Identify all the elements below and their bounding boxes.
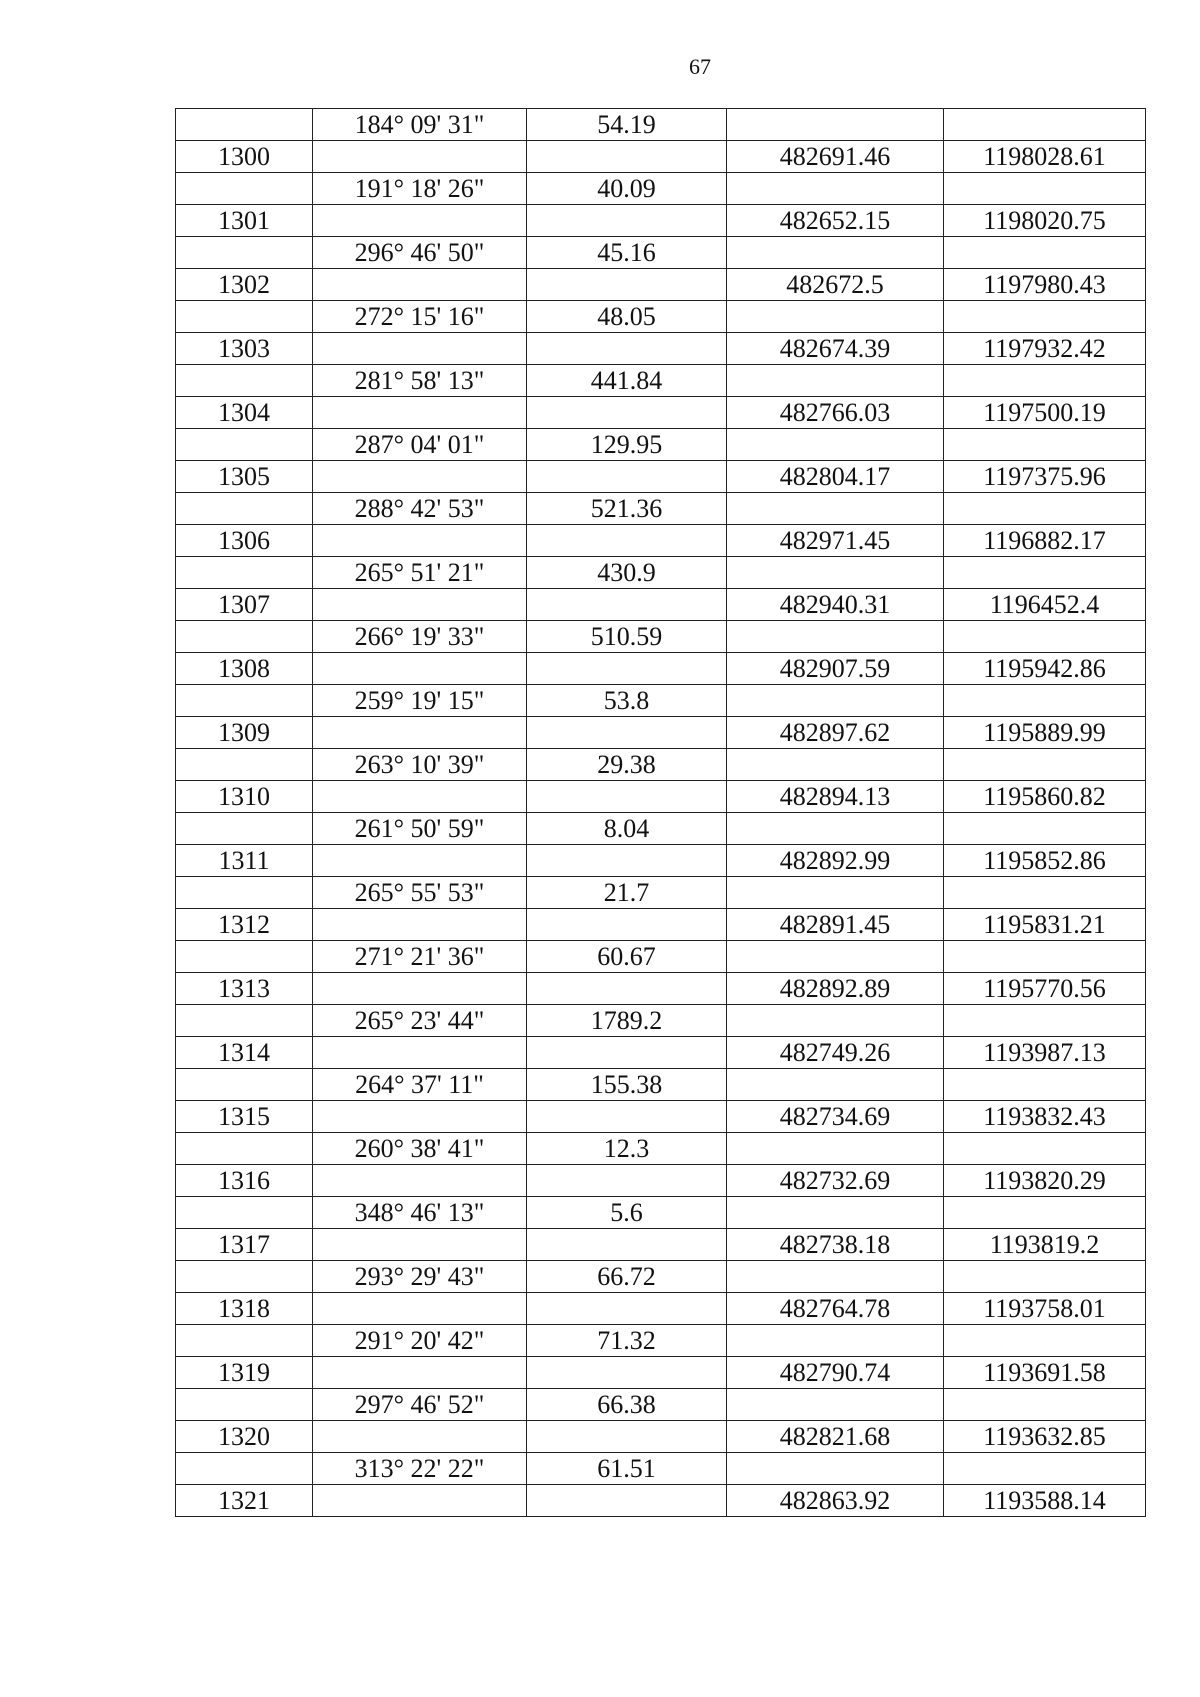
- station-cell: [176, 301, 313, 333]
- table-row: [176, 1101, 1146, 1133]
- station-cell: [176, 621, 313, 653]
- northing-cell: [727, 237, 944, 269]
- table-row: [176, 685, 1146, 717]
- easting-cell: 1193691.58: [944, 1357, 1146, 1389]
- distance-cell: [527, 1037, 727, 1069]
- distance-cell: 21.7: [527, 877, 727, 909]
- northing-cell: [727, 749, 944, 781]
- easting-cell: 1195852.86: [944, 845, 1146, 877]
- northing-cell: [727, 813, 944, 845]
- easting-cell: 1198020.75: [944, 205, 1146, 237]
- station-cell: 1304: [176, 397, 313, 429]
- distance-cell: [527, 653, 727, 685]
- northing-cell: [727, 1133, 944, 1165]
- distance-cell: 45.16: [527, 237, 727, 269]
- distance-cell: [527, 845, 727, 877]
- station-cell: [176, 749, 313, 781]
- distance-cell: 66.72: [527, 1261, 727, 1293]
- distance-cell: [527, 333, 727, 365]
- easting-cell: [944, 813, 1146, 845]
- northing-cell: 482764.78: [727, 1293, 944, 1325]
- easting-cell: [944, 1005, 1146, 1037]
- bearing-cell: [313, 1037, 527, 1069]
- bearing-cell: [313, 205, 527, 237]
- easting-cell: [944, 685, 1146, 717]
- easting-cell: 1195860.82: [944, 781, 1146, 813]
- northing-cell: 482907.59: [727, 653, 944, 685]
- easting-cell: [944, 749, 1146, 781]
- easting-cell: 1197500.19: [944, 397, 1146, 429]
- station-cell: [176, 173, 313, 205]
- station-cell: 1312: [176, 909, 313, 941]
- distance-cell: [527, 397, 727, 429]
- easting-cell: 1193832.43: [944, 1101, 1146, 1133]
- distance-cell: [527, 141, 727, 173]
- table-row: [176, 557, 1146, 589]
- distance-cell: 12.3: [527, 1133, 727, 1165]
- table-row: [176, 589, 1146, 621]
- table-row: [176, 621, 1146, 653]
- station-cell: 1319: [176, 1357, 313, 1389]
- easting-cell: [944, 301, 1146, 333]
- bearing-cell: 272° 15' 16": [313, 301, 527, 333]
- northing-cell: 482672.5: [727, 269, 944, 301]
- station-cell: 1305: [176, 461, 313, 493]
- station-cell: 1302: [176, 269, 313, 301]
- easting-cell: 1196452.4: [944, 589, 1146, 621]
- easting-cell: [944, 109, 1146, 141]
- table-row: [176, 173, 1146, 205]
- station-cell: 1303: [176, 333, 313, 365]
- table-row: [176, 461, 1146, 493]
- table-row: [176, 845, 1146, 877]
- distance-cell: 53.8: [527, 685, 727, 717]
- table-row: [176, 109, 1146, 141]
- station-cell: [176, 1325, 313, 1357]
- bearing-cell: 264° 37' 11": [313, 1069, 527, 1101]
- table-row: [176, 1229, 1146, 1261]
- bearing-cell: 263° 10' 39": [313, 749, 527, 781]
- bearing-cell: 260° 38' 41": [313, 1133, 527, 1165]
- table-row: [176, 493, 1146, 525]
- table-row: [176, 237, 1146, 269]
- northing-cell: 482691.46: [727, 141, 944, 173]
- table-row: [176, 813, 1146, 845]
- distance-cell: 40.09: [527, 173, 727, 205]
- northing-cell: [727, 1453, 944, 1485]
- easting-cell: [944, 493, 1146, 525]
- easting-cell: 1197375.96: [944, 461, 1146, 493]
- easting-cell: 1193987.13: [944, 1037, 1146, 1069]
- bearing-cell: [313, 1101, 527, 1133]
- bearing-cell: 265° 23' 44": [313, 1005, 527, 1037]
- bearing-cell: 191° 18' 26": [313, 173, 527, 205]
- bearing-cell: [313, 333, 527, 365]
- distance-cell: [527, 1229, 727, 1261]
- station-cell: 1301: [176, 205, 313, 237]
- easting-cell: [944, 1069, 1146, 1101]
- distance-cell: [527, 1293, 727, 1325]
- northing-cell: [727, 557, 944, 589]
- table-row: [176, 1453, 1146, 1485]
- distance-cell: 5.6: [527, 1197, 727, 1229]
- northing-cell: 482894.13: [727, 781, 944, 813]
- station-cell: 1311: [176, 845, 313, 877]
- table-row: [176, 941, 1146, 973]
- table-row: [176, 525, 1146, 557]
- easting-cell: [944, 877, 1146, 909]
- northing-cell: 482821.68: [727, 1421, 944, 1453]
- northing-cell: 482804.17: [727, 461, 944, 493]
- northing-cell: [727, 429, 944, 461]
- bearing-cell: 184° 09' 31": [313, 109, 527, 141]
- page-number: 67: [689, 54, 711, 79]
- station-cell: 1321: [176, 1485, 313, 1517]
- distance-cell: [527, 1421, 727, 1453]
- northing-cell: 482940.31: [727, 589, 944, 621]
- easting-cell: [944, 1133, 1146, 1165]
- northing-cell: [727, 1261, 944, 1293]
- table-row: [176, 877, 1146, 909]
- bearing-cell: [313, 845, 527, 877]
- bearing-cell: [313, 653, 527, 685]
- bearing-cell: [313, 1485, 527, 1517]
- easting-cell: [944, 941, 1146, 973]
- easting-cell: 1195942.86: [944, 653, 1146, 685]
- bearing-cell: [313, 1421, 527, 1453]
- table-row: [176, 333, 1146, 365]
- distance-cell: [527, 205, 727, 237]
- distance-cell: [527, 1101, 727, 1133]
- easting-cell: 1195889.99: [944, 717, 1146, 749]
- distance-cell: 54.19: [527, 109, 727, 141]
- table-row: [176, 1357, 1146, 1389]
- station-cell: [176, 1453, 313, 1485]
- bearing-cell: 287° 04' 01": [313, 429, 527, 461]
- station-cell: 1310: [176, 781, 313, 813]
- easting-cell: 1196882.17: [944, 525, 1146, 557]
- bearing-cell: [313, 717, 527, 749]
- northing-cell: [727, 173, 944, 205]
- northing-cell: 482971.45: [727, 525, 944, 557]
- distance-cell: 441.84: [527, 365, 727, 397]
- station-cell: 1306: [176, 525, 313, 557]
- northing-cell: 482892.89: [727, 973, 944, 1005]
- northing-cell: 482863.92: [727, 1485, 944, 1517]
- northing-cell: [727, 1005, 944, 1037]
- distance-cell: [527, 973, 727, 1005]
- station-cell: [176, 1069, 313, 1101]
- table-row: [176, 973, 1146, 1005]
- bearing-cell: [313, 781, 527, 813]
- table-row: [176, 269, 1146, 301]
- survey-coordinates-table: [175, 108, 1146, 1517]
- station-cell: [176, 877, 313, 909]
- distance-cell: [527, 589, 727, 621]
- table-row: [176, 1485, 1146, 1517]
- station-cell: [176, 1005, 313, 1037]
- station-cell: [176, 365, 313, 397]
- northing-cell: 482892.99: [727, 845, 944, 877]
- station-cell: [176, 1133, 313, 1165]
- bearing-cell: [313, 1229, 527, 1261]
- station-cell: 1316: [176, 1165, 313, 1197]
- distance-cell: [527, 909, 727, 941]
- table-row: [176, 1389, 1146, 1421]
- distance-cell: 8.04: [527, 813, 727, 845]
- easting-cell: [944, 621, 1146, 653]
- northing-cell: [727, 1389, 944, 1421]
- northing-cell: [727, 621, 944, 653]
- table-row: [176, 1037, 1146, 1069]
- easting-cell: 1193819.2: [944, 1229, 1146, 1261]
- station-cell: 1317: [176, 1229, 313, 1261]
- station-cell: [176, 1389, 313, 1421]
- station-cell: [176, 813, 313, 845]
- distance-cell: 129.95: [527, 429, 727, 461]
- table-row: [176, 1005, 1146, 1037]
- distance-cell: [527, 781, 727, 813]
- northing-cell: [727, 109, 944, 141]
- northing-cell: [727, 1197, 944, 1229]
- easting-cell: [944, 557, 1146, 589]
- station-cell: [176, 1261, 313, 1293]
- easting-cell: 1198028.61: [944, 141, 1146, 173]
- northing-cell: [727, 1069, 944, 1101]
- station-cell: [176, 685, 313, 717]
- bearing-cell: 266° 19' 33": [313, 621, 527, 653]
- table-row: [176, 1133, 1146, 1165]
- station-cell: 1308: [176, 653, 313, 685]
- bearing-cell: 271° 21' 36": [313, 941, 527, 973]
- distance-cell: 71.32: [527, 1325, 727, 1357]
- station-cell: [176, 429, 313, 461]
- distance-cell: 61.51: [527, 1453, 727, 1485]
- distance-cell: 29.38: [527, 749, 727, 781]
- station-cell: 1309: [176, 717, 313, 749]
- bearing-cell: [313, 269, 527, 301]
- northing-cell: 482897.62: [727, 717, 944, 749]
- station-cell: 1314: [176, 1037, 313, 1069]
- easting-cell: [944, 1197, 1146, 1229]
- bearing-cell: [313, 141, 527, 173]
- table-row: [176, 909, 1146, 941]
- distance-cell: [527, 525, 727, 557]
- distance-cell: [527, 461, 727, 493]
- station-cell: 1320: [176, 1421, 313, 1453]
- station-cell: 1307: [176, 589, 313, 621]
- station-cell: [176, 941, 313, 973]
- northing-cell: [727, 301, 944, 333]
- distance-cell: 48.05: [527, 301, 727, 333]
- table-row: [176, 397, 1146, 429]
- station-cell: [176, 109, 313, 141]
- bearing-cell: [313, 909, 527, 941]
- northing-cell: 482732.69: [727, 1165, 944, 1197]
- station-cell: 1313: [176, 973, 313, 1005]
- table-row: [176, 141, 1146, 173]
- table-row: [176, 1261, 1146, 1293]
- easting-cell: [944, 1453, 1146, 1485]
- easting-cell: 1197980.43: [944, 269, 1146, 301]
- northing-cell: 482652.15: [727, 205, 944, 237]
- distance-cell: [527, 1165, 727, 1197]
- bearing-cell: 297° 46' 52": [313, 1389, 527, 1421]
- northing-cell: 482734.69: [727, 1101, 944, 1133]
- northing-cell: 482738.18: [727, 1229, 944, 1261]
- easting-cell: [944, 1325, 1146, 1357]
- station-cell: [176, 237, 313, 269]
- easting-cell: [944, 1261, 1146, 1293]
- northing-cell: 482891.45: [727, 909, 944, 941]
- easting-cell: [944, 365, 1146, 397]
- northing-cell: [727, 941, 944, 973]
- bearing-cell: [313, 1293, 527, 1325]
- table-row: [176, 365, 1146, 397]
- bearing-cell: 261° 50' 59": [313, 813, 527, 845]
- northing-cell: [727, 877, 944, 909]
- northing-cell: [727, 685, 944, 717]
- distance-cell: 521.36: [527, 493, 727, 525]
- bearing-cell: [313, 525, 527, 557]
- station-cell: [176, 1197, 313, 1229]
- bearing-cell: 265° 51' 21": [313, 557, 527, 589]
- table-row: [176, 205, 1146, 237]
- station-cell: [176, 493, 313, 525]
- bearing-cell: [313, 461, 527, 493]
- table-row: [176, 429, 1146, 461]
- station-cell: 1300: [176, 141, 313, 173]
- distance-cell: [527, 717, 727, 749]
- bearing-cell: 265° 55' 53": [313, 877, 527, 909]
- table-row: [176, 653, 1146, 685]
- distance-cell: 510.59: [527, 621, 727, 653]
- northing-cell: [727, 365, 944, 397]
- bearing-cell: [313, 973, 527, 1005]
- table-row: [176, 1293, 1146, 1325]
- distance-cell: 60.67: [527, 941, 727, 973]
- easting-cell: 1195831.21: [944, 909, 1146, 941]
- distance-cell: [527, 1485, 727, 1517]
- northing-cell: 482790.74: [727, 1357, 944, 1389]
- bearing-cell: [313, 589, 527, 621]
- easting-cell: 1193588.14: [944, 1485, 1146, 1517]
- table-row: [176, 1197, 1146, 1229]
- bearing-cell: 281° 58' 13": [313, 365, 527, 397]
- bearing-cell: 288° 42' 53": [313, 493, 527, 525]
- northing-cell: 482766.03: [727, 397, 944, 429]
- bearing-cell: 348° 46' 13": [313, 1197, 527, 1229]
- easting-cell: 1197932.42: [944, 333, 1146, 365]
- table-row: [176, 1069, 1146, 1101]
- station-cell: 1318: [176, 1293, 313, 1325]
- northing-cell: 482749.26: [727, 1037, 944, 1069]
- distance-cell: 155.38: [527, 1069, 727, 1101]
- bearing-cell: 259° 19' 15": [313, 685, 527, 717]
- easting-cell: [944, 429, 1146, 461]
- table-row: [176, 301, 1146, 333]
- distance-cell: 66.38: [527, 1389, 727, 1421]
- table-row: [176, 749, 1146, 781]
- table-row: [176, 1325, 1146, 1357]
- northing-cell: [727, 1325, 944, 1357]
- table-row: [176, 1421, 1146, 1453]
- bearing-cell: [313, 1357, 527, 1389]
- table-row: [176, 717, 1146, 749]
- distance-cell: [527, 1357, 727, 1389]
- easting-cell: [944, 1389, 1146, 1421]
- bearing-cell: 313° 22' 22": [313, 1453, 527, 1485]
- easting-cell: [944, 237, 1146, 269]
- easting-cell: 1195770.56: [944, 973, 1146, 1005]
- distance-cell: [527, 269, 727, 301]
- bearing-cell: 291° 20' 42": [313, 1325, 527, 1357]
- easting-cell: [944, 173, 1146, 205]
- table-row: [176, 781, 1146, 813]
- station-cell: [176, 557, 313, 589]
- table-row: [176, 1165, 1146, 1197]
- northing-cell: 482674.39: [727, 333, 944, 365]
- easting-cell: 1193820.29: [944, 1165, 1146, 1197]
- station-cell: 1315: [176, 1101, 313, 1133]
- bearing-cell: 296° 46' 50": [313, 237, 527, 269]
- easting-cell: 1193632.85: [944, 1421, 1146, 1453]
- easting-cell: 1193758.01: [944, 1293, 1146, 1325]
- distance-cell: 1789.2: [527, 1005, 727, 1037]
- survey-table-body: [176, 109, 1146, 1517]
- northing-cell: [727, 493, 944, 525]
- bearing-cell: [313, 1165, 527, 1197]
- bearing-cell: [313, 397, 527, 429]
- bearing-cell: 293° 29' 43": [313, 1261, 527, 1293]
- distance-cell: 430.9: [527, 557, 727, 589]
